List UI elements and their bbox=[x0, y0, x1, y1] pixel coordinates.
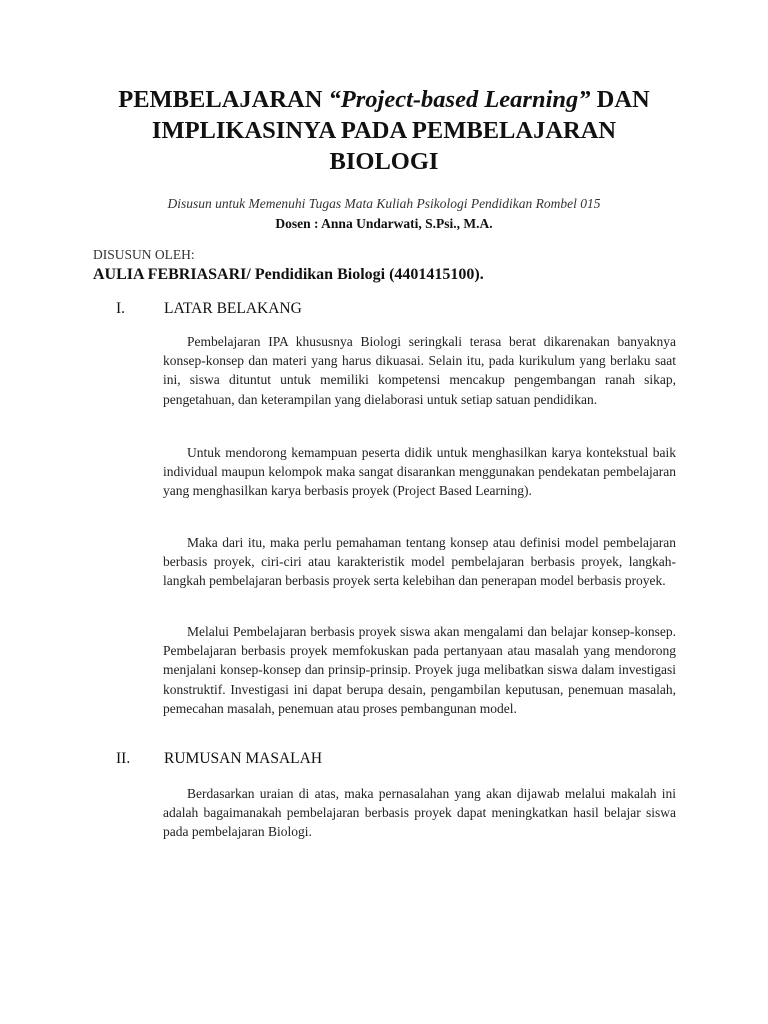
title-line-1 bbox=[60, 84, 708, 115]
paragraph: Melalui Pembelajaran berbasis proyek siswa akan mengalami dan belajar konsep-konsep. Pembelajaran berbasis proyek memfokuskan pada pertanyaan atau masalah yang mendorong menjalani konsep-konsep dan prinsip-prinsip. Proyek juga melibatkan siswa dalam investigasi konstruktif. Investigasi ini dapat berupa desain, pengambilan keputusan, penemuan masalah, pemecahan masalah, penemuan atau proses pembangunan model. bbox=[163, 624, 676, 716]
author-line: AULIA FEBRIASARI/ Pendidikan Biologi (4401415100). bbox=[93, 266, 484, 283]
section-number: II. bbox=[116, 750, 131, 767]
paragraph: Untuk mendorong kemampuan peserta didik untuk menghasilkan karya kontekstual baik individual maupun kelompok maka sangat disarankan menggunakan pendekatan pembelajaran yang menghasilkan karya berbasis proyek (Project Based Learning). bbox=[163, 445, 676, 499]
title-part-2: DAN bbox=[590, 86, 650, 113]
section-title: RUMUSAN MASALAH bbox=[164, 750, 323, 767]
paragraph: Pembelajaran IPA khususnya Biologi seringkali terasa berat dikarenakan banyaknya konsep-konsep dan materi yang harus dikuasai. Selain itu, pada kurikulum yang berlaku saat ini, siswa dituntut untuk memiliki kompetensi mencakup pengembangan ranah sikap, pengetahuan, dan keterampilan yang dielaborasi untuk setiap satuan pendidikan. bbox=[163, 334, 676, 407]
section-heading-rumusan-masalah bbox=[116, 750, 322, 768]
section-title: LATAR BELAKANG bbox=[164, 300, 302, 317]
section-heading-latar-belakang bbox=[116, 300, 302, 318]
title-line-2: IMPLIKASINYA PADA PEMBELAJARAN bbox=[151, 117, 617, 144]
title-part-1: PEMBELAJARAN bbox=[118, 86, 329, 113]
section-number: I. bbox=[116, 300, 126, 317]
paragraph: Maka dari itu, maka perlu pemahaman tentang konsep atau definisi model pembelajaran berbasis proyek, ciri-ciri atau karakteristik model pembelajaran berbasis proyek, langkah-langkah pembelajaran berbasis proyek serta kelebihan dan penerapan model berbasis proyek. bbox=[163, 535, 676, 589]
subtitle: Disusun untuk Memenuhi Tugas Mata Kuliah Psikologi Pendidikan Rombel 015 bbox=[167, 196, 601, 211]
compiled-by-label: DISUSUN OLEH: bbox=[93, 247, 195, 262]
title-italic: “Project-based Learning” bbox=[328, 86, 591, 113]
lecturer-line: Dosen : Anna Undarwati, S.Psi., M.A. bbox=[275, 216, 493, 231]
title-line-3: BIOLOGI bbox=[329, 148, 439, 175]
paragraph: Berdasarkan uraian di atas, maka pernasalahan yang akan dijawab melalui makalah ini adalah bagaimanakah pembelajaran berbasis proyek dapat meningkatkan hasil belajar siswa pada pembelajaran Biologi. bbox=[163, 786, 676, 840]
document-title bbox=[60, 84, 708, 177]
